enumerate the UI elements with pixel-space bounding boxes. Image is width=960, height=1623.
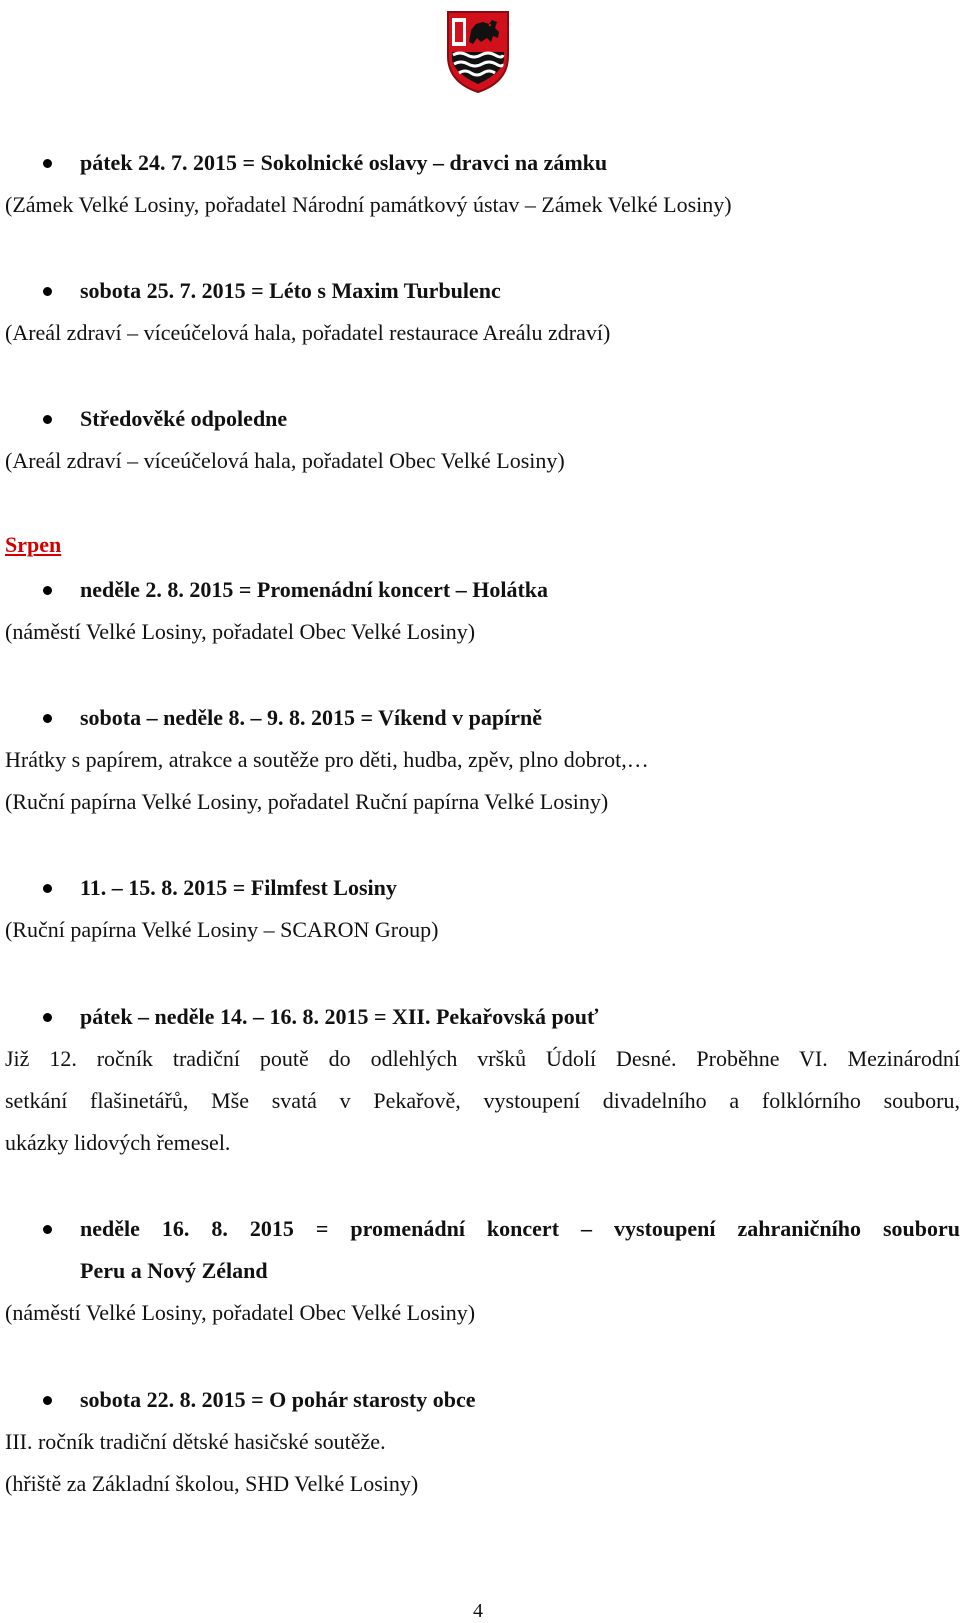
event-description: Již 12. ročník tradiční poutě do odlehlých vršků Údolí Desné. Proběhne VI. Mezinárodní bbox=[5, 1046, 960, 1071]
event-description: III. ročník tradiční dětské hasičské soutěže. bbox=[5, 1429, 386, 1454]
event-description: ukázky lidových řemesel. bbox=[5, 1130, 231, 1155]
event-description: Hrátky s papírem, atrakce a soutěže pro děti, hudba, zpěv, plno dobrot,… bbox=[5, 747, 649, 772]
event-title: Středověké odpoledne bbox=[80, 406, 288, 431]
bullet-icon bbox=[43, 586, 52, 595]
event-location: (Areál zdraví – víceúčelová hala, pořadatel Obec Velké Losiny) bbox=[5, 448, 565, 473]
event-location: (náměstí Velké Losiny, pořadatel Obec Velké Losiny) bbox=[5, 1300, 476, 1325]
event-title: neděle 16. 8. 2015 = promenádní koncert – vystoupení zahraničního souboru bbox=[80, 1216, 960, 1241]
event-location: (Zámek Velké Losiny, pořadatel Národní památkový ústav – Zámek Velké Losiny) bbox=[5, 192, 732, 217]
event-title: pátek 24. 7. 2015 = Sokolnické oslavy – dravci na zámku bbox=[80, 150, 608, 175]
bullet-icon bbox=[43, 714, 52, 723]
event-title-continued: Peru a Nový Zéland bbox=[80, 1258, 268, 1283]
bullet-icon bbox=[43, 1396, 52, 1405]
bullet-icon bbox=[43, 287, 52, 296]
event-location: (Areál zdraví – víceúčelová hala, pořadatel restaurace Areálu zdraví) bbox=[5, 320, 611, 345]
bullet-icon bbox=[43, 415, 52, 424]
event-title: sobota 22. 8. 2015 = O pohár starosty obce bbox=[80, 1387, 476, 1412]
event-title: sobota 25. 7. 2015 = Léto s Maxim Turbulenc bbox=[80, 278, 501, 303]
event-description: setkání flašinetářů, Mše svatá v Pekařově, vystoupení divadelního a folklórního souboru, bbox=[5, 1088, 960, 1113]
event-location: (Ruční papírna Velké Losiny, pořadatel Ruční papírna Velké Losiny) bbox=[5, 789, 609, 814]
coat-of-arms-logo bbox=[443, 8, 513, 94]
event-title: sobota – neděle 8. – 9. 8. 2015 = Víkend v papírně bbox=[80, 705, 542, 730]
page-number: 4 bbox=[473, 1600, 483, 1622]
event-location: (Ruční papírna Velké Losiny – SCARON Group) bbox=[5, 917, 439, 942]
event-title: neděle 2. 8. 2015 = Promenádní koncert – Holátka bbox=[80, 577, 549, 602]
bullet-icon bbox=[43, 159, 52, 168]
bullet-icon bbox=[43, 1013, 52, 1022]
bullet-icon bbox=[43, 1225, 52, 1234]
bullet-icon bbox=[43, 884, 52, 893]
event-location: (hřiště za Základní školou, SHD Velké Losiny) bbox=[5, 1471, 419, 1496]
month-heading: Srpen bbox=[5, 532, 62, 557]
event-title: 11. – 15. 8. 2015 = Filmfest Losiny bbox=[80, 875, 397, 900]
event-title: pátek – neděle 14. – 16. 8. 2015 = XII. Pekařovská pouť bbox=[80, 1004, 599, 1029]
event-location: (náměstí Velké Losiny, pořadatel Obec Velké Losiny) bbox=[5, 619, 476, 644]
